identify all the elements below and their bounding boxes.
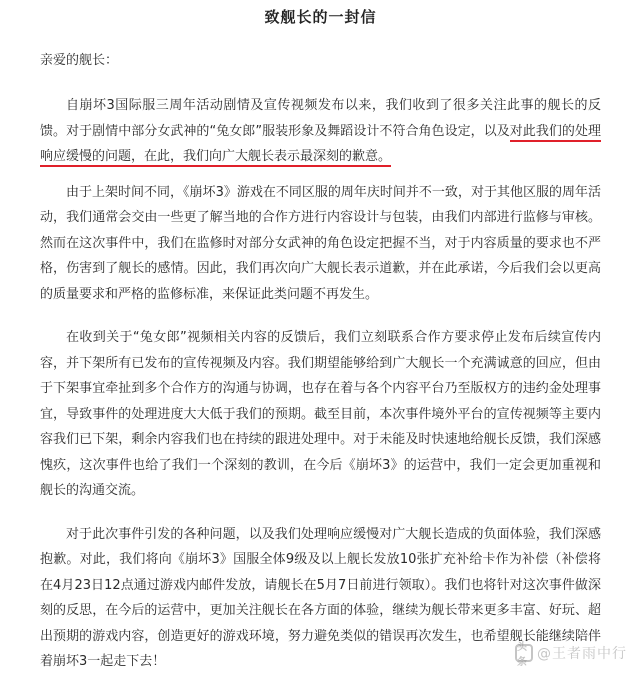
paragraph-1-text: 自崩坏3国际服三周年活动剧情及宣传视频发布以来，我们收到了很多关注此事的舰长的反馈。对于剧情中部分女武神的“兔女郎”服装形象及舞蹈设计不符合角色设定，以及 [40, 98, 601, 139]
toutiao-logo-icon: 头条 [515, 644, 533, 662]
paragraph-1 [40, 93, 601, 170]
watermark [515, 642, 627, 668]
watermark-author: @王者雨中行 [537, 646, 627, 662]
salutation: 亲爱的舰长： [40, 53, 119, 68]
apology-highlight: 对此我们的处理响应缓慢的问题，在此，我们向广大舰长表示最深刻的歉意。 [40, 124, 601, 168]
paragraph-4: 对于此次事件引发的各种问题，以及我们处理响应缓慢对广大舰长造成的负面体验，我们深感抱歉。对此，我们将向《崩坏3》国服全体9级及以上舰长发放10张扩充补给卡作为补偿（补偿将在4月23日12点通过游戏内邮件发放，请舰长在5月7日前进行领取）。我们也将针对这次事件做深刻的反思，在今后的运营中，更加关注舰长在各方面的体验，继续为舰长带来更多丰富、好玩、超出预期的游戏内容，创造更好的游戏环境，努力避免类似的错误再次发生，也希望舰长能继续陪伴着崩坏3一起走下去！ [40, 526, 601, 669]
paragraph-2: 由于上架时间不同，《崩坏3》游戏在不同区服的周年庆时间并不一致，对于其他区服的周年活动，我们通常会交由一些更了解当地的合作方进行内容设计与包装，由我们内部进行监修与审核。然而在这次事件中，我们在监修时对部分女武神的角色设定把握不当，对于内容质量的要求也不严格，伤害到了舰长的感情。因此，我们再次向广大舰长表示道歉，并在此承诺，今后我们会以更高的质量要求和严格的监修标准，来保证此类问题不再发生。 [40, 184, 601, 302]
paragraph-3: 在收到关于“兔女郎”视频相关内容的反馈后，我们立刻联系合作方要求停止发布后续宣传内容，并下架所有已发布的宣传视频及内容。我们期望能够给到广大舰长一个充满诚意的回应，但由于下架事宜牵扯到多个合作方的沟通与协调，也存在着与各个内容平台乃至版权方的违约金处理事宜，导致事件的处理进度大大低于我们的预期。截至目前，本次事件境外平台的宣传视频等主要内容我们已下架，剩余内容我们也在持续的跟进处理中。对于未能及时快速地给舰长反馈，我们深感愧疚，这次事件也给了我们一个深刻的教训，在今后《崩坏3》的运营中，我们一定会更加重视和舰长的沟通交流。 [40, 330, 601, 498]
page-title: 致舰长的一封信 [264, 8, 377, 26]
